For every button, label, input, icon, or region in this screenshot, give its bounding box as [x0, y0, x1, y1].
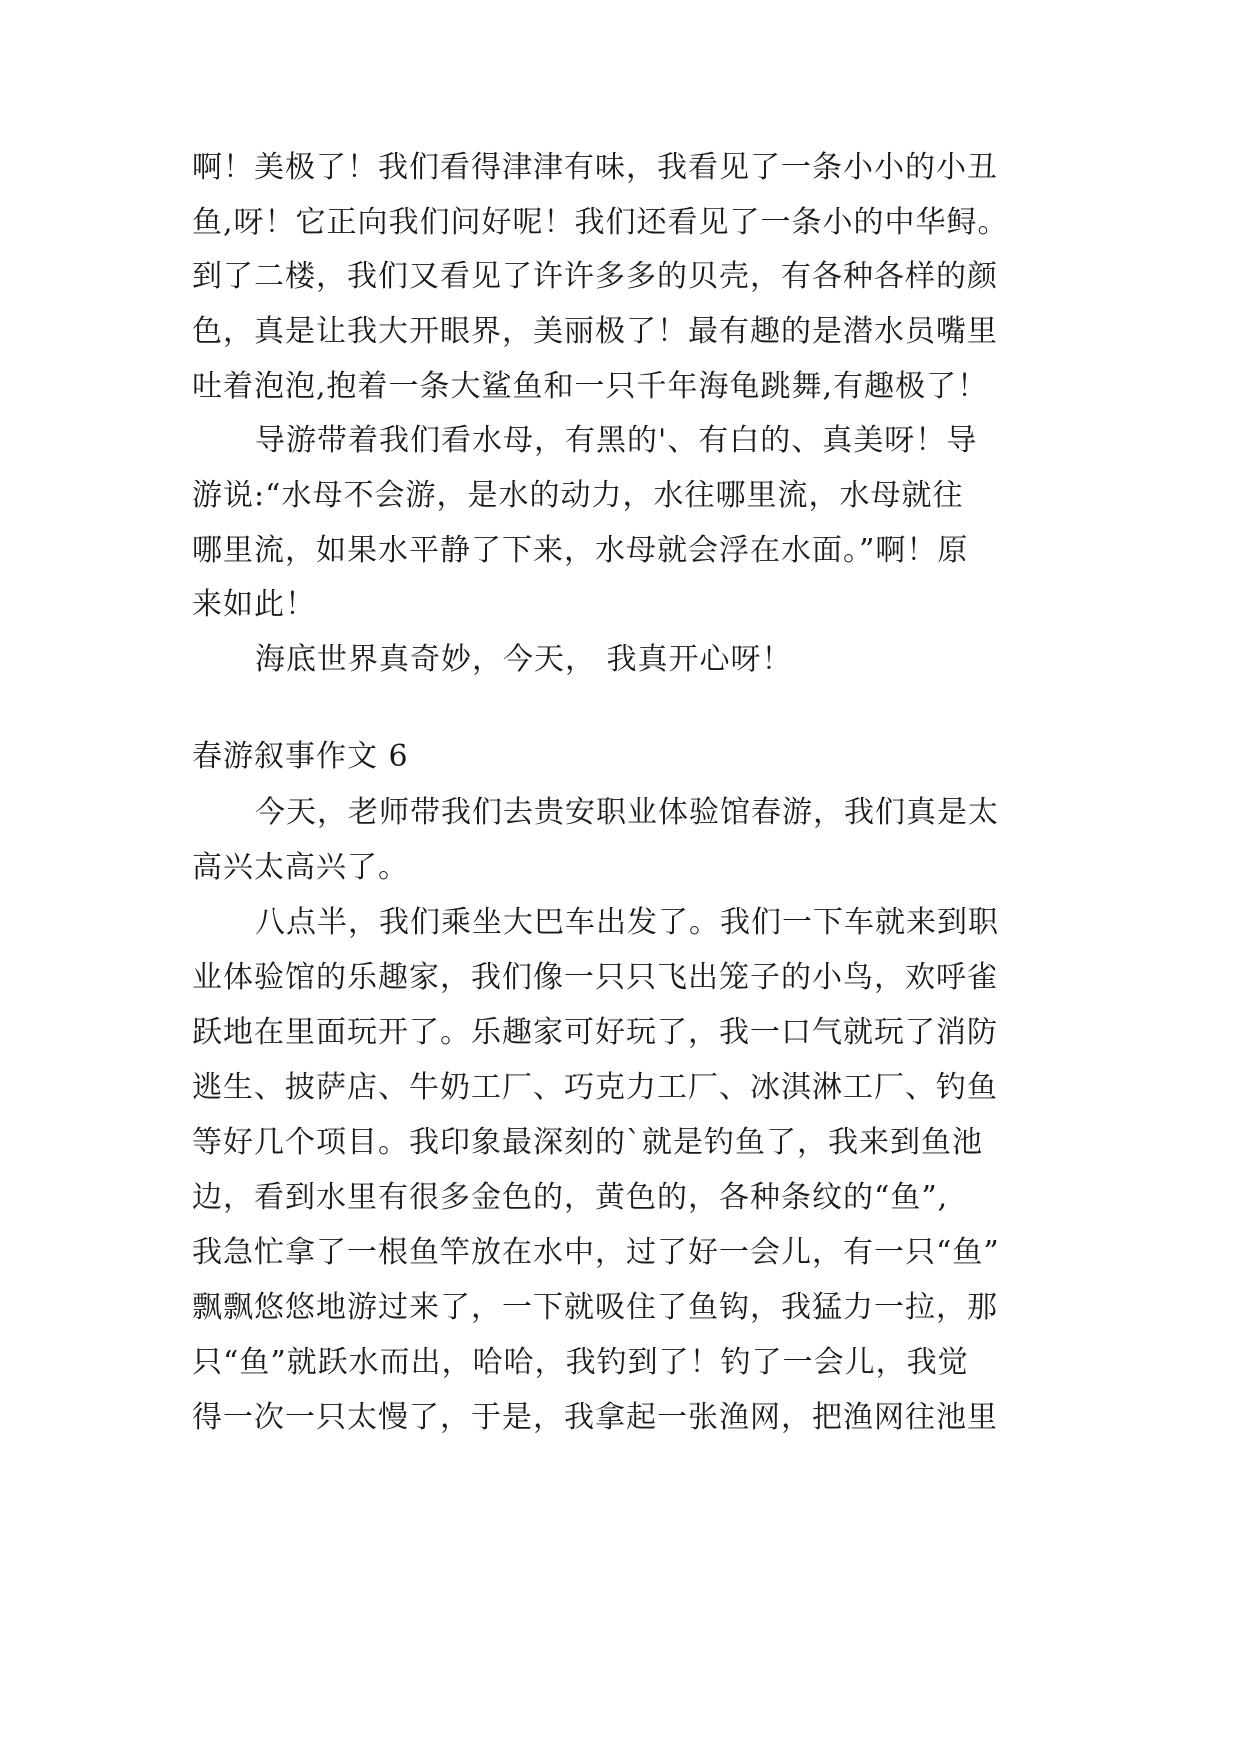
text-line: 吐着泡泡,抱着一条大鲨鱼和一只千年海龟跳舞,有趣极了！: [192, 369, 989, 404]
text-line: 业体验馆的乐趣家，我们像一只只飞出笼子的小鸟，欢呼雀: [192, 960, 998, 995]
text-line: 啊！美极了！我们看得津津有味，我看见了一条小小的小丑: [192, 150, 998, 185]
text-line: 飘飘悠悠地游过来了，一下就吸住了鱼钩，我猛力一拉，那: [192, 1290, 998, 1325]
text-line: 只“鱼”就跃水而出，哈哈，我钓到了！钓了一会儿，我觉: [192, 1345, 969, 1380]
text-line: 哪里流，如果水平静了下来，水母就会浮在水面。”啊！原: [192, 533, 969, 568]
text-line: 得一次一只太慢了，于是，我拿起一张渔网，把渔网往池里: [192, 1400, 998, 1435]
text-line: 我急忙拿了一根鱼竿放在水中，过了好一会儿，有一只“鱼”: [192, 1235, 1000, 1270]
text-line: 八点半，我们乘坐大巴车出发了。我们一下车就来到职: [255, 905, 999, 940]
text-line: 高兴太高兴了。: [192, 850, 409, 885]
text-line: 等好几个项目。我印象最深刻的`就是钓鱼了，我来到鱼池: [192, 1125, 983, 1160]
section-heading: 春游叙事作文 6: [192, 739, 409, 774]
text-line: 到了二楼，我们又看见了许许多多的贝壳，有各种各样的颜: [192, 259, 998, 294]
text-line: 来如此！: [192, 587, 316, 622]
text-line: 海底世界真奇妙，今天， 我真开心呀！: [255, 642, 793, 677]
text-line: 逃生、披萨店、牛奶工厂、巧克力工厂、冰淇淋工厂、钓鱼: [192, 1070, 998, 1105]
text-line: 边，看到水里有很多金色的，黄色的，各种条纹的“鱼”,: [192, 1180, 949, 1215]
text-line: 鱼,呀！它正向我们问好呢！我们还看见了一条小的中华鲟。: [192, 205, 1009, 240]
text-line: 游说:“水母不会游，是水的动力，水往哪里流，水母就往: [192, 478, 964, 513]
text-line: 跃地在里面玩开了。乐趣家可好玩了，我一口气就玩了消防: [192, 1015, 998, 1050]
text-line: 导游带着我们看水母，有黑的'、有白的、真美呀！导: [255, 423, 978, 458]
text-line: 今天，老师带我们去贵安职业体验馆春游，我们真是太: [255, 795, 999, 830]
text-line: 色，真是让我大开眼界，美丽极了！最有趣的是潜水员嘴里: [192, 314, 998, 349]
